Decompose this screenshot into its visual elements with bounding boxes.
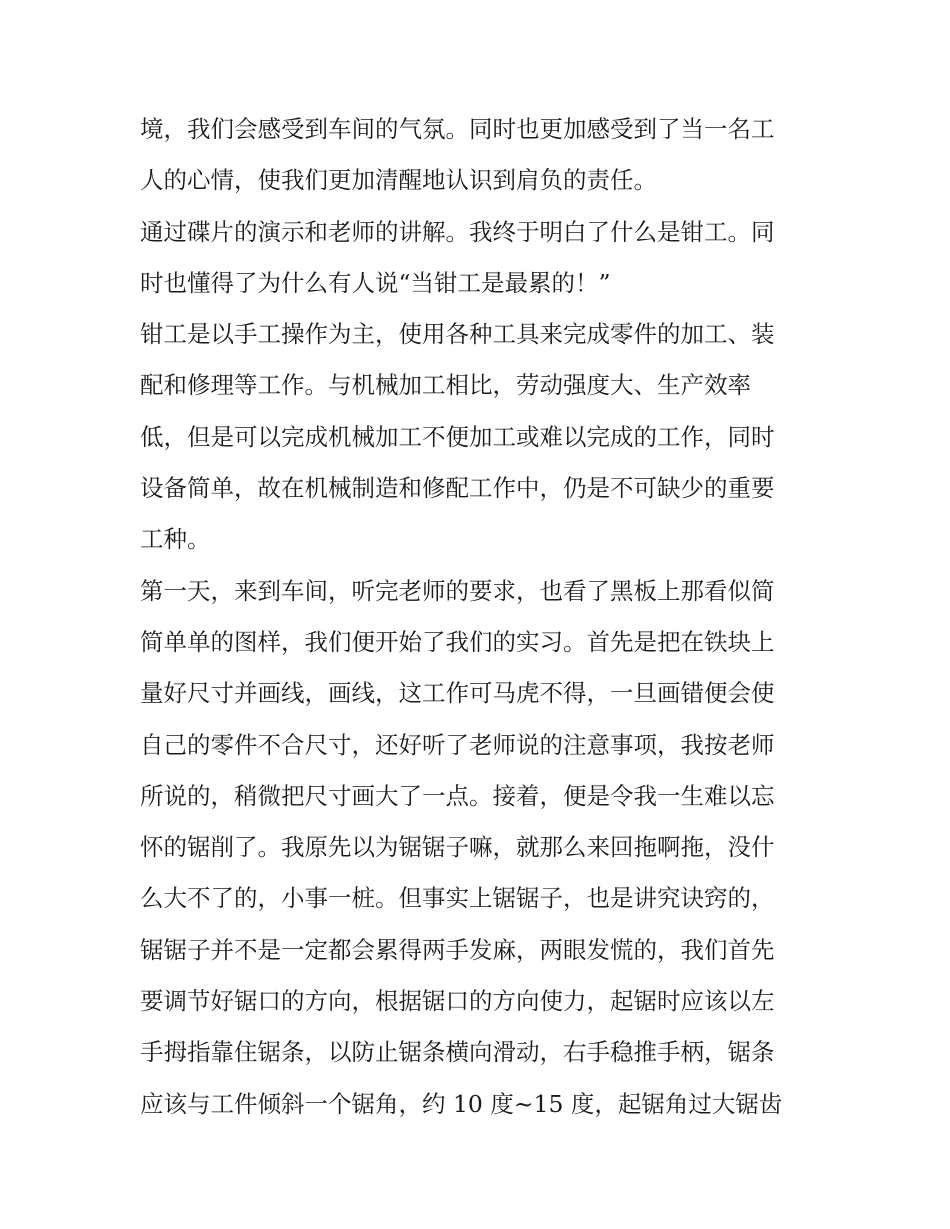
text-line: 通过碟片的演示和老师的讲解。我终于明白了什么是钳工。同 xyxy=(140,217,775,246)
text-line: 境，我们会感受到车间的气氛。同时也更加感受到了当一名工 xyxy=(140,115,775,143)
text-line: 人的心情，使我们更加清醒地认识到肩负的责任。 xyxy=(140,166,657,195)
text-line: 钳工是以手工操作为主，使用各种工具来完成零件的加工、装 xyxy=(140,320,775,349)
text-line: 低，但是可以完成机械加工不便加工或难以完成的工作，同时 xyxy=(140,422,775,451)
text-line: 么大不了的，小事一桩。但事实上锯锯子，也是讲究诀窍的， xyxy=(140,884,775,913)
text-line: 工种。 xyxy=(140,525,211,554)
text-line: 所说的，稍微把尺寸画大了一点。接着，便是令我一生难以忘 xyxy=(140,781,775,810)
text-line: 手拇指靠住锯条，以防止锯条横向滑动，右手稳推手柄，锯条 xyxy=(140,1038,775,1067)
body-text xyxy=(140,104,830,1130)
text-line: 要调节好锯口的方向，根据锯口的方向使力，起锯时应该以左 xyxy=(140,987,775,1016)
text-line: 怀的锯削了。我原先以为锯锯子嘛，就那么来回拖啊拖，没什 xyxy=(140,833,775,862)
text-line: 时也懂得了为什么有人说“当钳工是最累的！” xyxy=(140,268,611,297)
text-line: 锯锯子并不是一定都会累得两手发麻，两眼发慌的，我们首先 xyxy=(140,935,775,964)
text-line: 自己的零件不合尺寸，还好听了老师说的注意事项，我按老师 xyxy=(140,730,775,759)
text-line: 配和修理等工作。与机械加工相比，劳动强度大、生产效率 xyxy=(140,371,751,400)
text-line: 第一天，来到车间，听完老师的要求，也看了黑板上那看似简 xyxy=(140,576,775,605)
text-line: 简单单的图样，我们便开始了我们的实习。首先是把在铁块上 xyxy=(140,627,775,656)
text-line: 量好尺寸并画线，画线，这工作可马虎不得，一旦画错便会使 xyxy=(140,679,775,708)
text-line: 设备简单，故在机械制造和修配工作中，仍是不可缺少的重要 xyxy=(140,474,775,503)
text-line: 应该与工件倾斜一个锯角，约 10 度~15 度，起锯角过大锯齿 xyxy=(140,1089,783,1118)
